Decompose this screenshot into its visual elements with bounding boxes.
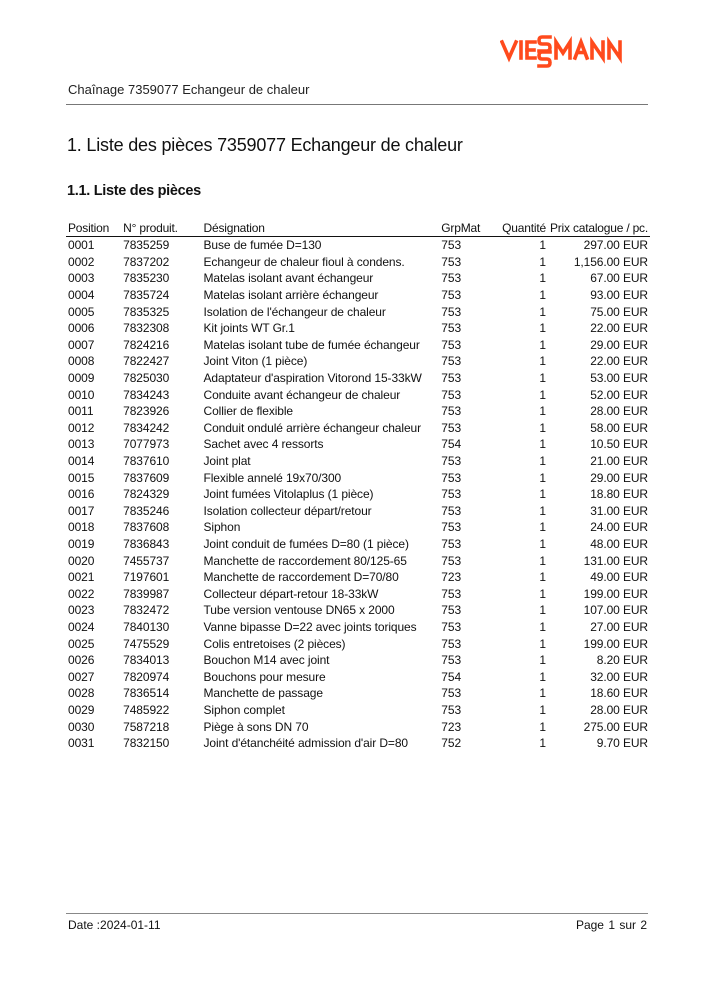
cell-price: 275.00 EUR: [583, 719, 648, 734]
column-header-quantity: Quantité: [492, 220, 548, 237]
column-header-position: Position: [66, 220, 121, 237]
cell-quantity: 1: [539, 653, 546, 668]
cell-designation: Matelas isolant avant échangeur: [203, 271, 374, 286]
cell-product-number: 7824216: [123, 337, 170, 352]
cell-grpmat: 753: [441, 420, 462, 435]
cell-position: 0023: [68, 603, 95, 618]
cell-designation: Vanne bipasse D=22 avec joints toriques: [203, 619, 417, 634]
cell-price: 75.00 EUR: [590, 304, 648, 319]
table-row: [66, 635, 650, 652]
cell-grpmat: 753: [441, 371, 462, 386]
cell-product-number: 7835230: [123, 271, 170, 286]
table-row: [66, 287, 650, 304]
cell-price: 28.00 EUR: [590, 404, 648, 419]
cell-quantity: 1: [539, 470, 546, 485]
cell-quantity: 1: [539, 586, 546, 601]
cell-product-number: 7485922: [123, 702, 170, 717]
cell-quantity: 1: [539, 288, 546, 303]
header-divider: [66, 104, 648, 105]
cell-designation: Collier de flexible: [203, 404, 293, 419]
table-row: [66, 486, 650, 503]
cell-price: 21.00 EUR: [590, 454, 648, 469]
column-header-product: N° produit.: [121, 220, 201, 237]
cell-position: 0008: [68, 354, 95, 369]
cell-quantity: 1: [539, 619, 546, 634]
cell-product-number: 7835325: [123, 304, 170, 319]
cell-quantity: 1: [539, 371, 546, 386]
cell-quantity: 1: [539, 719, 546, 734]
cell-quantity: 1: [539, 437, 546, 452]
cell-price: 10.50 EUR: [590, 437, 648, 452]
column-header-grpmat: GrpMat: [439, 220, 492, 237]
cell-price: 199.00 EUR: [583, 636, 648, 651]
table-row: [66, 420, 650, 437]
cell-price: 32.00 EUR: [590, 669, 648, 684]
cell-product-number: 7822427: [123, 354, 170, 369]
cell-grpmat: 753: [441, 254, 462, 269]
table-row: [66, 619, 650, 636]
cell-grpmat: 753: [441, 238, 462, 253]
table-row: [66, 320, 650, 337]
cell-grpmat: 753: [441, 702, 462, 717]
cell-quantity: 1: [539, 420, 546, 435]
cell-product-number: 7832472: [123, 603, 170, 618]
cell-position: 0003: [68, 271, 95, 286]
cell-quantity: 1: [539, 603, 546, 618]
cell-designation: Joint fumées Vitolaplus (1 pièce): [203, 487, 374, 502]
cell-grpmat: 753: [441, 553, 462, 568]
parts-table-body: [66, 237, 650, 752]
cell-product-number: 7077973: [123, 437, 170, 452]
table-row: [66, 403, 650, 420]
cell-product-number: 7837608: [123, 520, 170, 535]
cell-grpmat: 753: [441, 503, 462, 518]
cell-grpmat: 753: [441, 304, 462, 319]
cell-price: 29.00 EUR: [590, 337, 648, 352]
cell-product-number: 7475529: [123, 636, 170, 651]
cell-price: 297.00 EUR: [583, 238, 648, 253]
cell-position: 0004: [68, 288, 95, 303]
cell-designation: Joint Viton (1 pièce): [203, 354, 308, 369]
cell-designation: Bouchons pour mesure: [203, 669, 326, 684]
cell-grpmat: 754: [441, 669, 462, 684]
cell-designation: Joint d'étanchéité admission d'air D=80: [203, 736, 408, 751]
column-header-price: Prix catalogue / pc.: [549, 221, 648, 235]
cell-designation: Adaptateur d'aspiration Vitorond 15-33kW: [203, 371, 422, 386]
cell-price: 1,156.00 EUR: [573, 254, 648, 269]
cell-price: 131.00 EUR: [583, 553, 648, 568]
cell-price: 18.80 EUR: [590, 487, 648, 502]
cell-product-number: 7455737: [123, 553, 170, 568]
cell-quantity: 1: [539, 520, 546, 535]
cell-designation: Siphon: [203, 520, 241, 535]
cell-price: 107.00 EUR: [583, 603, 648, 618]
cell-grpmat: 723: [441, 719, 462, 734]
cell-product-number: 7837610: [123, 454, 170, 469]
cell-position: 0028: [68, 686, 95, 701]
footer-date: Date :2024-01-11: [68, 918, 161, 932]
table-row: [66, 602, 650, 619]
cell-product-number: 7820974: [123, 669, 170, 684]
cell-designation: Matelas isolant arrière échangeur: [203, 288, 379, 303]
cell-designation: Isolation collecteur départ/retour: [203, 503, 372, 518]
cell-price: 18.60 EUR: [590, 686, 648, 701]
table-row: [66, 702, 650, 719]
cell-grpmat: 753: [441, 404, 462, 419]
cell-designation: Manchette de raccordement 80/125-65: [203, 553, 407, 568]
table-row: [66, 718, 650, 735]
table-row: [66, 337, 650, 354]
cell-quantity: 1: [539, 570, 546, 585]
cell-designation: Siphon complet: [203, 702, 285, 717]
cell-price: 48.00 EUR: [590, 536, 648, 551]
cell-position: 0031: [68, 736, 95, 751]
cell-designation: Matelas isolant tube de fumée échangeur: [203, 337, 420, 352]
cell-designation: Bouchon M14 avec joint: [203, 653, 330, 668]
cell-position: 0025: [68, 636, 95, 651]
cell-position: 0016: [68, 487, 95, 502]
cell-designation: Buse de fumée D=130: [203, 238, 322, 253]
cell-quantity: 1: [539, 669, 546, 684]
cell-position: 0026: [68, 653, 95, 668]
cell-product-number: 7825030: [123, 371, 170, 386]
cell-grpmat: 753: [441, 321, 462, 336]
cell-grpmat: 753: [441, 520, 462, 535]
cell-quantity: 1: [539, 271, 546, 286]
table-row: [66, 519, 650, 536]
cell-designation: Collecteur départ-retour 18-33kW: [203, 586, 379, 601]
cell-product-number: 7834243: [123, 387, 170, 402]
cell-grpmat: 754: [441, 437, 462, 452]
cell-quantity: 1: [539, 304, 546, 319]
cell-product-number: 7835246: [123, 503, 170, 518]
cell-grpmat: 753: [441, 337, 462, 352]
cell-quantity: 1: [539, 337, 546, 352]
cell-quantity: 1: [539, 254, 546, 269]
cell-grpmat: 753: [441, 288, 462, 303]
cell-position: 0012: [68, 420, 95, 435]
cell-designation: Manchette de passage: [203, 686, 323, 701]
cell-product-number: 7824329: [123, 487, 170, 502]
cell-quantity: 1: [539, 636, 546, 651]
cell-quantity: 1: [539, 536, 546, 551]
cell-price: 49.00 EUR: [590, 570, 648, 585]
cell-price: 199.00 EUR: [583, 586, 648, 601]
cell-product-number: 7840130: [123, 619, 170, 634]
cell-product-number: 7835259: [123, 238, 170, 253]
table-row: [66, 569, 650, 586]
cell-grpmat: 753: [441, 271, 462, 286]
table-row: [66, 303, 650, 320]
cell-designation: Conduit ondulé arrière échangeur chaleur: [203, 420, 421, 435]
viessmann-logo: [500, 33, 650, 69]
cell-price: 53.00 EUR: [590, 371, 648, 386]
cell-position: 0029: [68, 702, 95, 717]
cell-position: 0018: [68, 520, 95, 535]
table-row: [66, 469, 650, 486]
table-row: [66, 585, 650, 602]
cell-position: 0011: [68, 404, 94, 419]
table-row: [66, 370, 650, 387]
cell-price: 67.00 EUR: [590, 271, 648, 286]
table-row: [66, 536, 650, 553]
cell-designation: Manchette de raccordement D=70/80: [203, 570, 399, 585]
cell-quantity: 1: [539, 387, 546, 402]
cell-position: 0014: [68, 454, 95, 469]
cell-designation: Kit joints WT Gr.1: [203, 321, 295, 336]
cell-price: 58.00 EUR: [590, 420, 648, 435]
cell-grpmat: 723: [441, 570, 462, 585]
cell-price: 22.00 EUR: [590, 321, 648, 336]
cell-quantity: 1: [539, 487, 546, 502]
cell-position: 0010: [68, 387, 95, 402]
cell-grpmat: 753: [441, 653, 462, 668]
cell-price: 9.70 EUR: [596, 736, 648, 751]
cell-designation: Joint plat: [203, 454, 251, 469]
cell-grpmat: 753: [441, 686, 462, 701]
cell-grpmat: 753: [441, 536, 462, 551]
cell-position: 0024: [68, 619, 95, 634]
cell-position: 0006: [68, 321, 95, 336]
cell-position: 0020: [68, 553, 95, 568]
cell-quantity: 1: [539, 736, 546, 751]
cell-price: 93.00 EUR: [590, 288, 648, 303]
cell-price: 27.00 EUR: [590, 619, 648, 634]
cell-price: 31.00 EUR: [590, 503, 648, 518]
cell-designation: Piège à sons DN 70: [203, 719, 309, 734]
cell-quantity: 1: [539, 686, 546, 701]
cell-position: 0017: [68, 503, 95, 518]
viessmann-logo-icon: [500, 33, 650, 69]
cell-grpmat: 753: [441, 619, 462, 634]
cell-product-number: 7836514: [123, 686, 170, 701]
cell-position: 0002: [68, 254, 95, 269]
cell-product-number: 7837202: [123, 254, 170, 269]
cell-product-number: 7839987: [123, 586, 170, 601]
table-row: [66, 668, 650, 685]
cell-position: 0007: [68, 337, 95, 352]
cell-quantity: 1: [539, 321, 546, 336]
table-row: [66, 436, 650, 453]
cell-grpmat: 753: [441, 636, 462, 651]
cell-grpmat: 753: [441, 487, 462, 502]
column-header-designation: Désignation: [202, 220, 440, 237]
cell-designation: Sachet avec 4 ressorts: [203, 437, 324, 452]
cell-quantity: 1: [539, 454, 546, 469]
table-row: [66, 735, 650, 752]
table-row: [66, 685, 650, 702]
cell-quantity: 1: [539, 503, 546, 518]
cell-designation: Joint conduit de fumées D=80 (1 pièce): [203, 536, 409, 551]
cell-price: 8.20 EUR: [596, 653, 648, 668]
table-row: [66, 237, 650, 254]
cell-quantity: 1: [539, 553, 546, 568]
cell-grpmat: 753: [441, 454, 462, 469]
cell-designation: Tube version ventouse DN65 x 2000: [203, 603, 395, 618]
cell-price: 28.00 EUR: [590, 702, 648, 717]
cell-quantity: 1: [539, 238, 546, 253]
cell-position: 0005: [68, 304, 95, 319]
cell-price: 24.00 EUR: [590, 520, 648, 535]
cell-price: 52.00 EUR: [590, 387, 648, 402]
cell-designation: Colis entretoises (2 pièces): [203, 636, 346, 651]
cell-product-number: 7832308: [123, 321, 170, 336]
cell-product-number: 7834242: [123, 420, 170, 435]
cell-product-number: 7587218: [123, 719, 170, 734]
table-row: [66, 270, 650, 287]
cell-price: 22.00 EUR: [590, 354, 648, 369]
cell-quantity: 1: [539, 354, 546, 369]
cell-position: 0030: [68, 719, 95, 734]
cell-designation: Conduite avant échangeur de chaleur: [203, 387, 401, 402]
cell-product-number: 7197601: [123, 570, 170, 585]
cell-grpmat: 753: [441, 603, 462, 618]
cell-price: 29.00 EUR: [590, 470, 648, 485]
table-row: [66, 453, 650, 470]
cell-position: 0022: [68, 586, 95, 601]
cell-grpmat: 753: [441, 586, 462, 601]
cell-designation: Echangeur de chaleur fioul à condens.: [203, 254, 405, 269]
cell-position: 0021: [68, 570, 95, 585]
cell-grpmat: 753: [441, 354, 462, 369]
cell-position: 0001: [68, 238, 95, 253]
table-row: [66, 652, 650, 669]
page-indicator: Page 1 sur 2: [575, 918, 647, 932]
table-header-row: [66, 220, 650, 237]
cell-product-number: 7836843: [123, 536, 170, 551]
section-heading: 1. Liste des pièces 7359077 Echangeur de chaleur: [67, 135, 463, 155]
cell-grpmat: 753: [441, 470, 462, 485]
running-header-title: Chaînage 7359077 Echangeur de chaleur: [68, 82, 310, 97]
cell-position: 0015: [68, 470, 95, 485]
subsection-heading: 1.1. Liste des pièces: [67, 183, 201, 199]
table-row: [66, 386, 650, 403]
cell-product-number: 7834013: [123, 653, 170, 668]
cell-product-number: 7832150: [123, 736, 170, 751]
table-row: [66, 552, 650, 569]
table-row: [66, 503, 650, 520]
cell-position: 0013: [68, 437, 95, 452]
cell-grpmat: 753: [441, 387, 462, 402]
parts-table: [66, 220, 650, 751]
cell-quantity: 1: [539, 404, 546, 419]
table-row: [66, 254, 650, 271]
cell-designation: Isolation de l'échangeur de chaleur: [203, 304, 386, 319]
cell-product-number: 7823926: [123, 404, 170, 419]
cell-position: 0027: [68, 669, 95, 684]
cell-position: 0009: [68, 371, 95, 386]
cell-grpmat: 752: [441, 736, 462, 751]
cell-product-number: 7837609: [123, 470, 170, 485]
cell-quantity: 1: [539, 702, 546, 717]
cell-position: 0019: [68, 536, 95, 551]
table-row: [66, 353, 650, 370]
cell-product-number: 7835724: [123, 288, 170, 303]
footer-divider: [66, 913, 648, 914]
cell-designation: Flexible annelé 19x70/300: [203, 470, 342, 485]
